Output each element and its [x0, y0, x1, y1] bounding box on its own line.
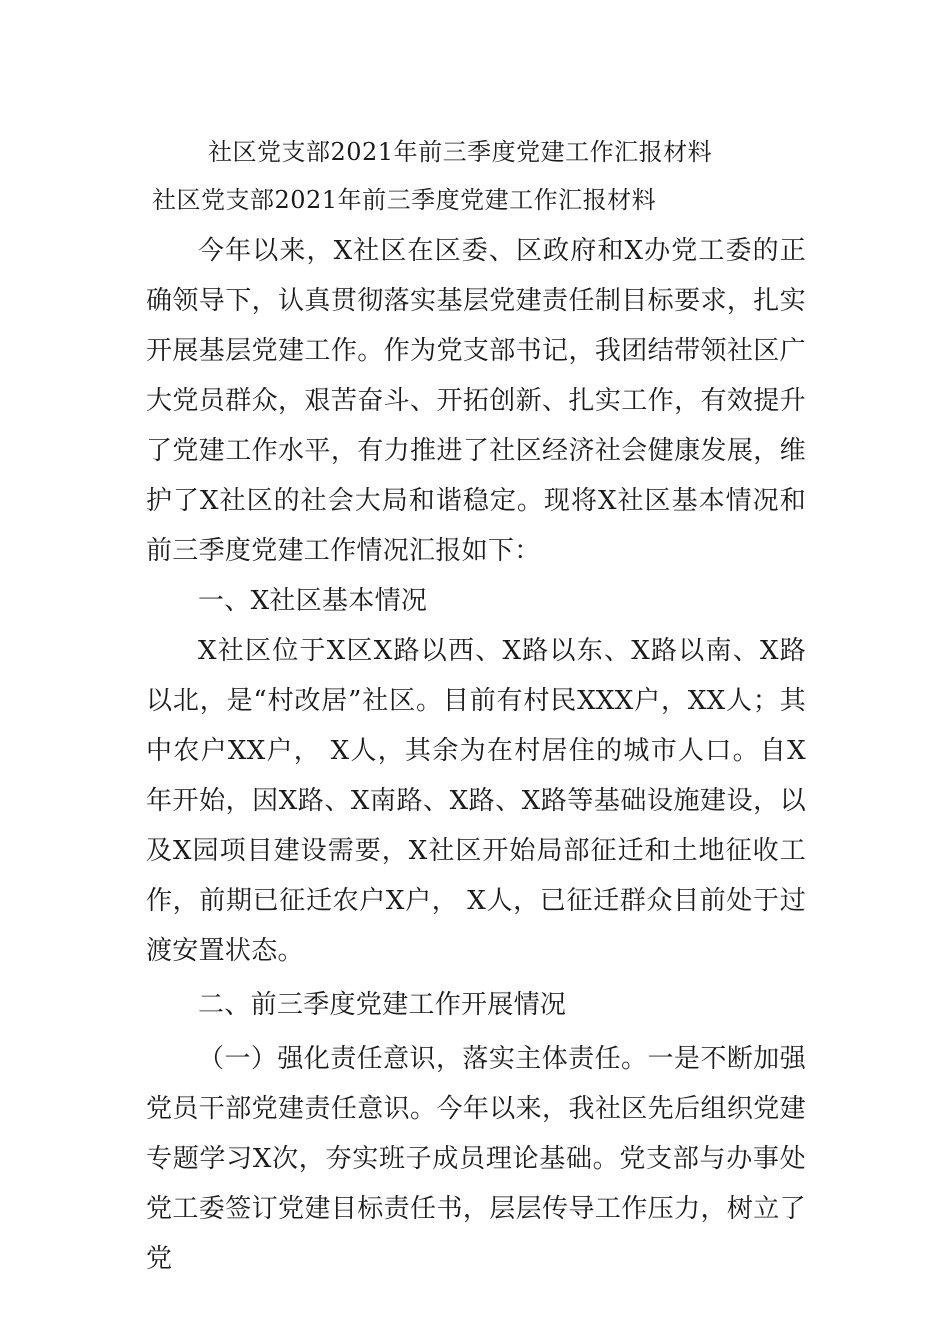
document-title: 社区党支部2021年前三季度党建工作汇报材料 — [208, 138, 713, 166]
intro-paragraph: 今年以来，X社区在区委、区政府和X办党工委的正确领导下，认真贯彻落实基层党建责任制目标要求，扎实开展基层党建工作。作为党支部书记，我团结带领社区广大党员群众，艰苦奋斗、开拓创新、扎实工作，有效提升了党建工作水平，有力推进了社区经济社会健康发展，维护了X社区的社会大局和谐稳定。现将X社区基本情况和前三季度党建工作情况汇报如下： — [146, 236, 806, 566]
section-1-heading: 一、X社区基本情况 — [198, 586, 428, 616]
section-2-heading: 二、前三季度党建工作开展情况 — [198, 990, 567, 1020]
document-body — [146, 226, 806, 1284]
section-1-paragraph: X社区位于X区X路以西、X路以东、X路以南、X路以北，是“村改居”社区。目前有村民XXX户，XX人；其中农户XX户， X人，其余为在村居住的城市人口。自X年开始，因X路、X南路、X路、X路等基础设施建设，以及X园项目建设需要，X社区开始局部征迁和土地征收工作，前期已征迁农户X户， X人，已征迁群众目前处于过渡安置状态。 — [146, 636, 806, 966]
section-2-paragraph: （一）强化责任意识，落实主体责任。一是不断加强党员干部党建责任意识。今年以来，我社区先后组织党建专题学习X次，夯实班子成员理论基础。党支部与办事处党工委签订党建目标责任书，层层传导工作压力，树立了党 — [146, 1044, 806, 1274]
document-subtitle: 社区党支部2021年前三季度党建工作汇报材料 — [152, 186, 657, 214]
